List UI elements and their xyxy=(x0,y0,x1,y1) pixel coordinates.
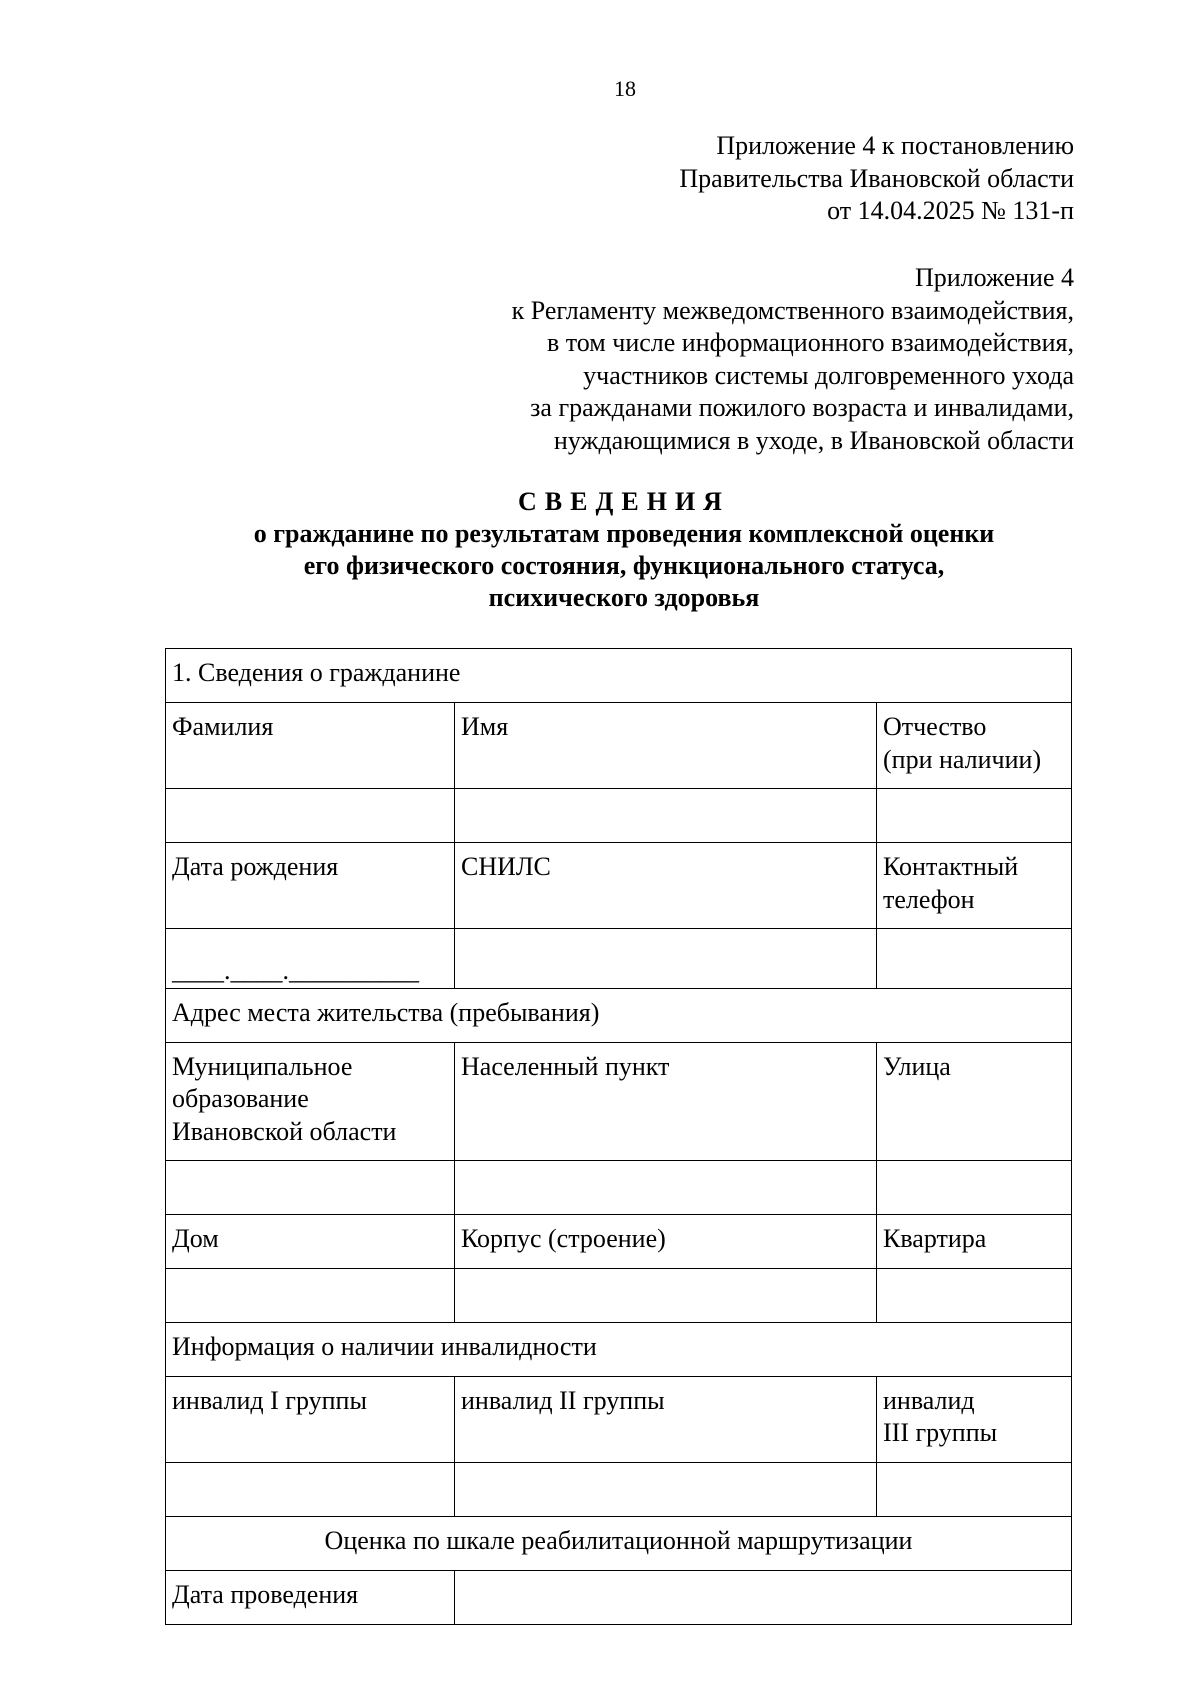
disability-group-3-field[interactable] xyxy=(877,1462,1072,1516)
header-line: участников системы долговременного ухода xyxy=(583,360,1074,390)
rehab-scale-heading: Оценка по шкале реабилитационной маршрутизации xyxy=(166,1516,1072,1570)
patronymic-label xyxy=(877,703,1072,789)
disability-group-1-label: инвалид I группы xyxy=(166,1376,455,1462)
form-row xyxy=(166,1214,1072,1268)
header-line: Приложение 4 xyxy=(914,263,1074,292)
header-line: Приложение 4 к постановлению xyxy=(716,131,1074,160)
form-row xyxy=(166,929,1072,989)
form-row xyxy=(166,843,1072,929)
municipality-label-line: образование xyxy=(172,1084,309,1113)
phone-label xyxy=(877,843,1072,929)
patronymic-label-line: Отчество xyxy=(883,712,987,741)
title-line: психического здоровья xyxy=(488,583,760,612)
disability-group-2-field[interactable] xyxy=(455,1462,877,1516)
form-row xyxy=(166,649,1072,703)
name-field[interactable] xyxy=(455,789,877,843)
form-row xyxy=(166,1160,1072,1214)
appendix-header-regulation xyxy=(512,262,1074,457)
house-label: Дом xyxy=(166,1214,455,1268)
street-field[interactable] xyxy=(877,1160,1072,1214)
building-label: Корпус (строение) xyxy=(455,1214,877,1268)
header-line: от 14.04.2025 № 131-п xyxy=(827,196,1074,225)
name-label: Имя xyxy=(455,703,877,789)
municipality-label xyxy=(166,1042,455,1160)
title-line: его физического состояния, функционального статуса, xyxy=(303,551,945,580)
date-blank: ____.____.__________ xyxy=(172,956,419,985)
form-row xyxy=(166,1322,1072,1376)
house-field[interactable] xyxy=(166,1268,455,1322)
header-line: за гражданами пожилого возраста и инвалидами, xyxy=(530,393,1074,422)
form-row xyxy=(166,988,1072,1042)
citizen-info-form xyxy=(165,648,1072,1625)
disability-group-3-label-line: III группы xyxy=(883,1418,998,1447)
locality-label: Населенный пункт xyxy=(455,1042,877,1160)
header-line: Правительства Ивановской области xyxy=(679,163,1074,193)
disability-group-3-label xyxy=(877,1376,1072,1462)
date-conducted-label: Дата проведения xyxy=(166,1570,455,1624)
surname-field[interactable] xyxy=(166,789,455,843)
birth-date-field[interactable] xyxy=(166,929,455,989)
header-line: в том числе информационного взаимодействия, xyxy=(546,328,1074,357)
title-main: СВЕДЕНИЯ xyxy=(518,487,730,516)
form-row xyxy=(166,1268,1072,1322)
document-title xyxy=(0,486,1200,614)
form-row xyxy=(166,789,1072,843)
municipality-field[interactable] xyxy=(166,1160,455,1214)
patronymic-label-line: (при наличии) xyxy=(883,744,1042,774)
address-heading: Адрес места жительства (пребывания) xyxy=(166,988,1072,1042)
phone-label-line: телефон xyxy=(883,884,975,914)
form-row xyxy=(166,1570,1072,1624)
form-row xyxy=(166,1042,1072,1160)
surname-label: Фамилия xyxy=(166,703,455,789)
building-field[interactable] xyxy=(455,1268,877,1322)
municipality-label-line: Муниципальное xyxy=(172,1051,353,1081)
phone-label-line: Контактный xyxy=(883,852,1019,881)
header-line: нуждающимися в уходе, в Ивановской области xyxy=(553,425,1074,455)
apartment-field[interactable] xyxy=(877,1268,1072,1322)
phone-field[interactable] xyxy=(877,929,1072,989)
disability-group-1-field[interactable] xyxy=(166,1462,455,1516)
locality-field[interactable] xyxy=(455,1160,877,1214)
apartment-label: Квартира xyxy=(877,1214,1072,1268)
form-row xyxy=(166,1376,1072,1462)
form-row xyxy=(166,703,1072,789)
street-label: Улица xyxy=(877,1042,1072,1160)
municipality-label-line: Ивановской области xyxy=(172,1116,397,1146)
snils-field[interactable] xyxy=(455,929,877,989)
disability-group-3-label-line: инвалид xyxy=(883,1385,975,1415)
patronymic-field[interactable] xyxy=(877,789,1072,843)
date-conducted-field[interactable] xyxy=(455,1570,1072,1624)
title-line: о гражданине по результатам проведения комплексной оценки xyxy=(253,519,995,548)
disability-group-2-label: инвалид II группы xyxy=(455,1376,877,1462)
snils-label: СНИЛС xyxy=(455,843,877,929)
section-heading: 1. Сведения о гражданине xyxy=(166,649,1072,703)
page-number: 18 xyxy=(614,76,636,101)
form-row xyxy=(166,1462,1072,1516)
birth-date-label: Дата рождения xyxy=(166,843,455,929)
header-line: к Регламенту межведомственного взаимодействия, xyxy=(511,295,1074,325)
appendix-header-resolution xyxy=(679,130,1074,228)
form-row xyxy=(166,1516,1072,1570)
disability-heading: Информация о наличии инвалидности xyxy=(166,1322,1072,1376)
